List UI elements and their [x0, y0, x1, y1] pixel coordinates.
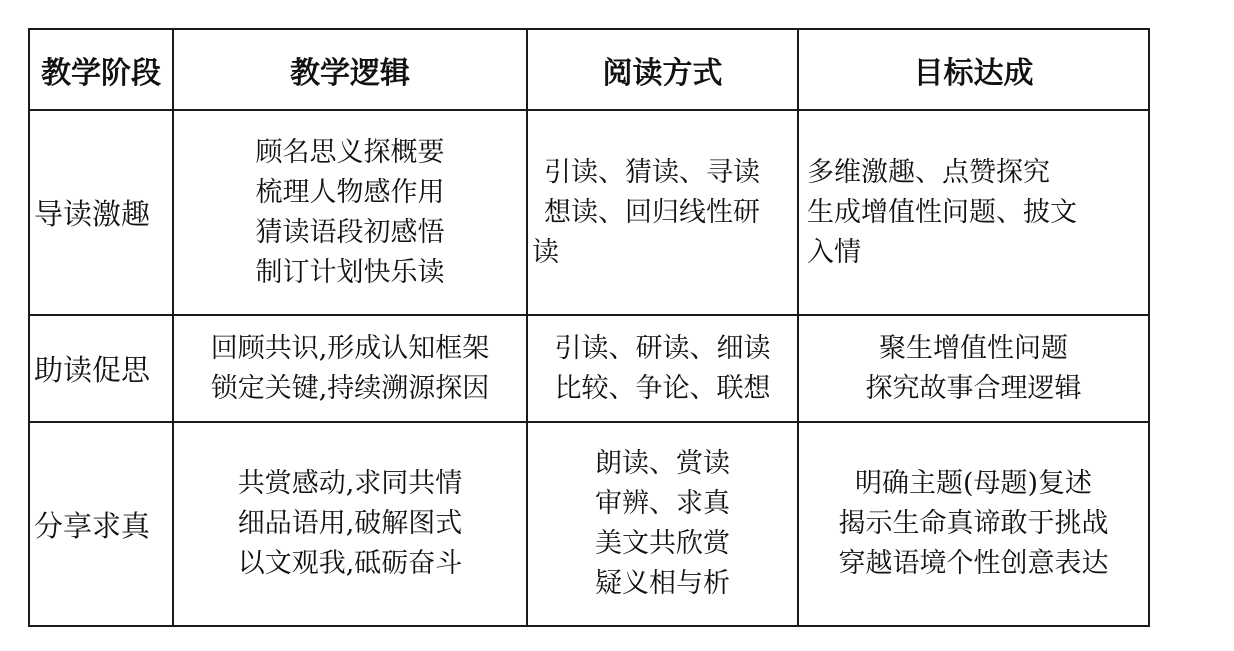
goal-line: 生成增值性问题、披文	[807, 196, 1077, 228]
logic-line: 梳理人物感作用	[255, 176, 445, 208]
logic-line: 制订计划快乐读	[255, 256, 445, 288]
reading-line: 朗读、赏读	[595, 448, 730, 479]
logic-line: 回顾共识,形成认知框架	[210, 332, 490, 364]
goal-line: 明确主题(母题)复述	[854, 468, 1093, 499]
reading-line: 想读、回归线性研	[544, 196, 760, 228]
reading-line: 比较、争论、联想	[554, 372, 771, 404]
goal-line: 入情	[807, 236, 861, 268]
goal-cell	[798, 315, 1149, 422]
goal-line: 聚生增值性问题	[879, 332, 1068, 364]
reading-line: 审辨、求真	[595, 488, 730, 519]
logic-line: 顾名思义探概要	[255, 136, 445, 168]
header-reading: 阅读方式	[527, 29, 798, 110]
reading-line: 疑义相与析	[595, 568, 730, 599]
reading-cell	[527, 110, 798, 315]
goal-line: 探究故事合理逻辑	[865, 372, 1082, 404]
logic-cell	[173, 315, 527, 422]
reading-line: 引读、猜读、寻读	[544, 156, 760, 188]
goal-line: 穿越语境个性创意表达	[838, 548, 1109, 579]
logic-cell	[173, 422, 527, 626]
logic-cell	[173, 110, 527, 315]
goal-line: 揭示生命真谛敢于挑战	[838, 508, 1109, 539]
lesson-table	[28, 28, 1150, 627]
logic-line: 共赏感动,求同共情	[237, 468, 463, 499]
logic-line: 以文观我,砥砺奋斗	[237, 548, 463, 579]
stage-cell: 分享求真	[29, 422, 173, 626]
header-goal: 目标达成	[798, 29, 1149, 110]
stage-cell: 导读激趣	[29, 110, 173, 315]
reading-line: 美文共欣赏	[595, 528, 730, 559]
reading-line: 引读、研读、细读	[554, 332, 771, 364]
reading-cell	[527, 422, 798, 626]
stage-cell: 助读促思	[29, 315, 173, 422]
header-row	[29, 29, 1149, 110]
reading-line: 读	[532, 236, 559, 268]
logic-line: 锁定关键,持续溯源探因	[210, 372, 490, 404]
goal-cell	[798, 110, 1149, 315]
header-stage: 教学阶段	[29, 29, 173, 110]
goal-line: 多维激趣、点赞探究	[807, 156, 1050, 188]
table-row	[29, 315, 1149, 422]
goal-cell	[798, 422, 1149, 626]
reading-cell	[527, 315, 798, 422]
table-row	[29, 110, 1149, 315]
logic-line: 细品语用,破解图式	[237, 508, 463, 539]
logic-line: 猜读语段初感悟	[255, 216, 445, 248]
table-row	[29, 422, 1149, 626]
lesson-table-container	[28, 28, 1148, 625]
header-logic: 教学逻辑	[173, 29, 527, 110]
